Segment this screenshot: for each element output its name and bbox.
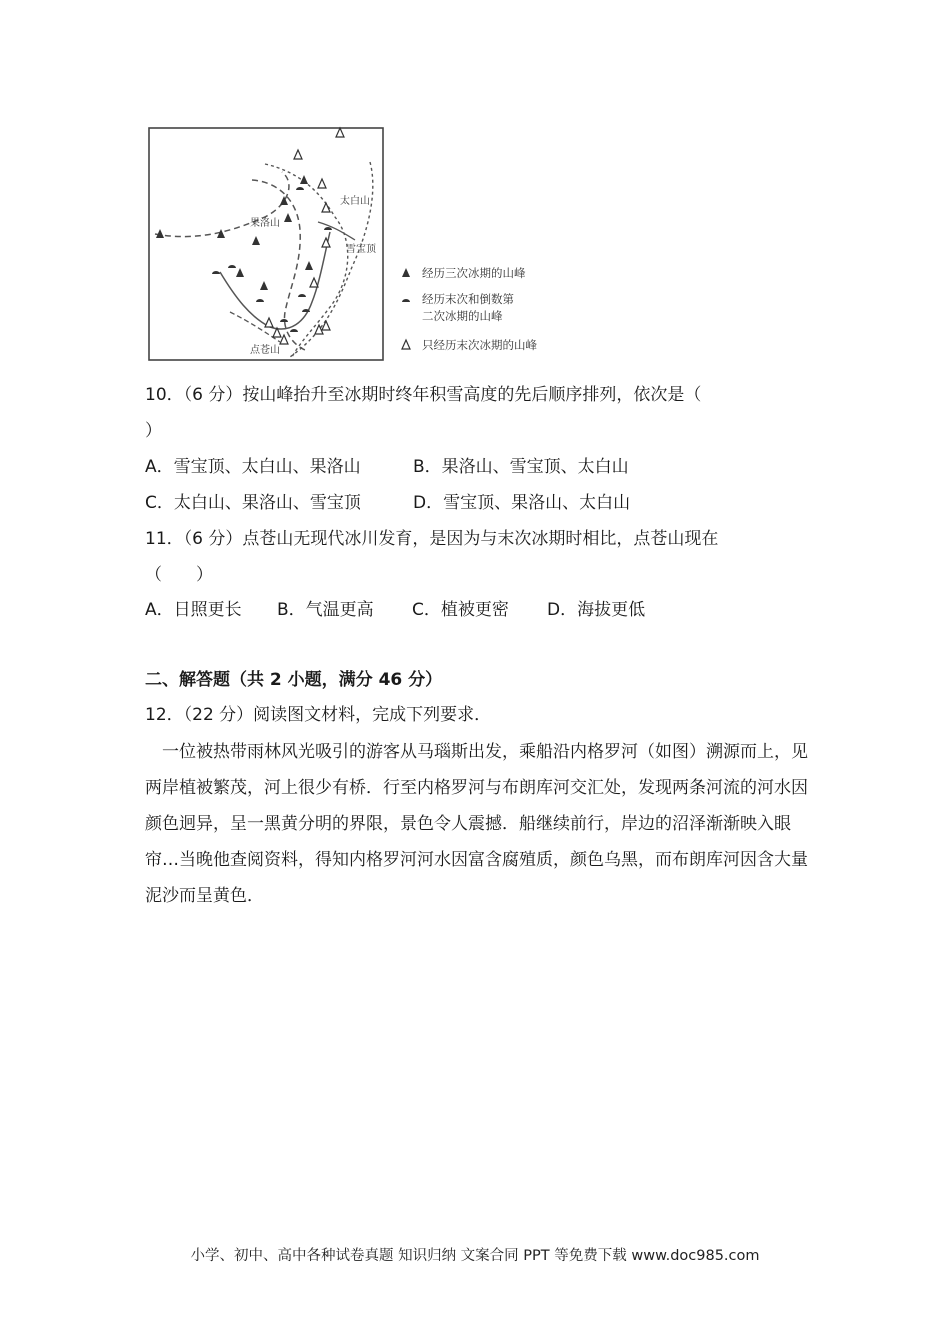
legend-two-icon (402, 299, 410, 302)
legend-two-text-1: 经历末次和倒数第 (422, 292, 514, 306)
q10-stem-cont: ） (145, 421, 162, 441)
glacier-map-figure (140, 122, 580, 367)
label-diancang: 点苍山 (250, 345, 280, 356)
legend-three-text: 经历三次冰期的山峰 (422, 266, 526, 280)
legend-two-text-2: 二次冰期的山峰 (422, 309, 503, 323)
legend-last-icon (402, 340, 410, 349)
q10-option-a[interactable]: A．雪宝顶、太白山、果洛山 (145, 457, 361, 477)
page-footer: 小学、初中、高中各种试卷真题 知识归纳 文案合同 PPT 等免费下载 www.doc985.com (190, 1248, 760, 1264)
q10-option-b[interactable]: B．果洛山、雪宝顶、太白山 (413, 457, 629, 477)
q11-options (145, 598, 645, 622)
q11-option-c[interactable]: C．植被更密 (412, 600, 509, 620)
q11-stem-cont: （ ） (145, 565, 213, 585)
legend-last-text: 只经历末次冰期的山峰 (422, 338, 537, 352)
label-taibai: 太白山 (340, 196, 370, 207)
q11-option-d[interactable]: D．海拔更低 (547, 600, 646, 620)
q10-option-d[interactable]: D．雪宝顶、果洛山、太白山 (413, 493, 631, 513)
q10-stem: 10．（6 分）按山峰抬升至冰期时终年积雪高度的先后顺序排列，依次是（ (145, 385, 702, 405)
q10-options-row2 (145, 491, 630, 515)
q12-stem: 12．（22 分）阅读图文材料，完成下列要求． (145, 705, 492, 725)
label-guoluo: 果洛山 (250, 218, 280, 229)
q11-option-b[interactable]: B．气温更高 (277, 600, 374, 620)
section-title: 二、解答题（共 2 小题，满分 46 分） (145, 670, 443, 690)
q10-option-c[interactable]: C．太白山、果洛山、雪宝顶 (145, 493, 361, 513)
q11-option-a[interactable]: A．日照更长 (145, 600, 242, 620)
q12-material: 一位被热带雨林风光吸引的游客从马瑙斯出发，乘船沿内格罗河（如图）溯源而上，见两岸植被繁茂，河上很少有桥．行至内格罗河与布朗库河交汇处，发现两条河流的河水因颜色迥异，呈一黑黄分明的界限，景色令人震撼．船继续前行，岸边的沼泽渐渐映入眼帘…当晚他查阅资料，得知内格罗河河水因富含腐殖质，颜色乌黑，而布朗库河因含大量泥沙而呈黄色． (145, 742, 808, 906)
glacier-map (140, 122, 580, 367)
q11-stem: 11．（6 分）点苍山无现代冰川发育，是因为与末次冰期时相比，点苍山现在 (145, 529, 719, 549)
legend-three-icon (402, 268, 410, 277)
label-xuebao: 雪宝顶 (346, 244, 376, 255)
q10-options-row1 (145, 455, 629, 479)
